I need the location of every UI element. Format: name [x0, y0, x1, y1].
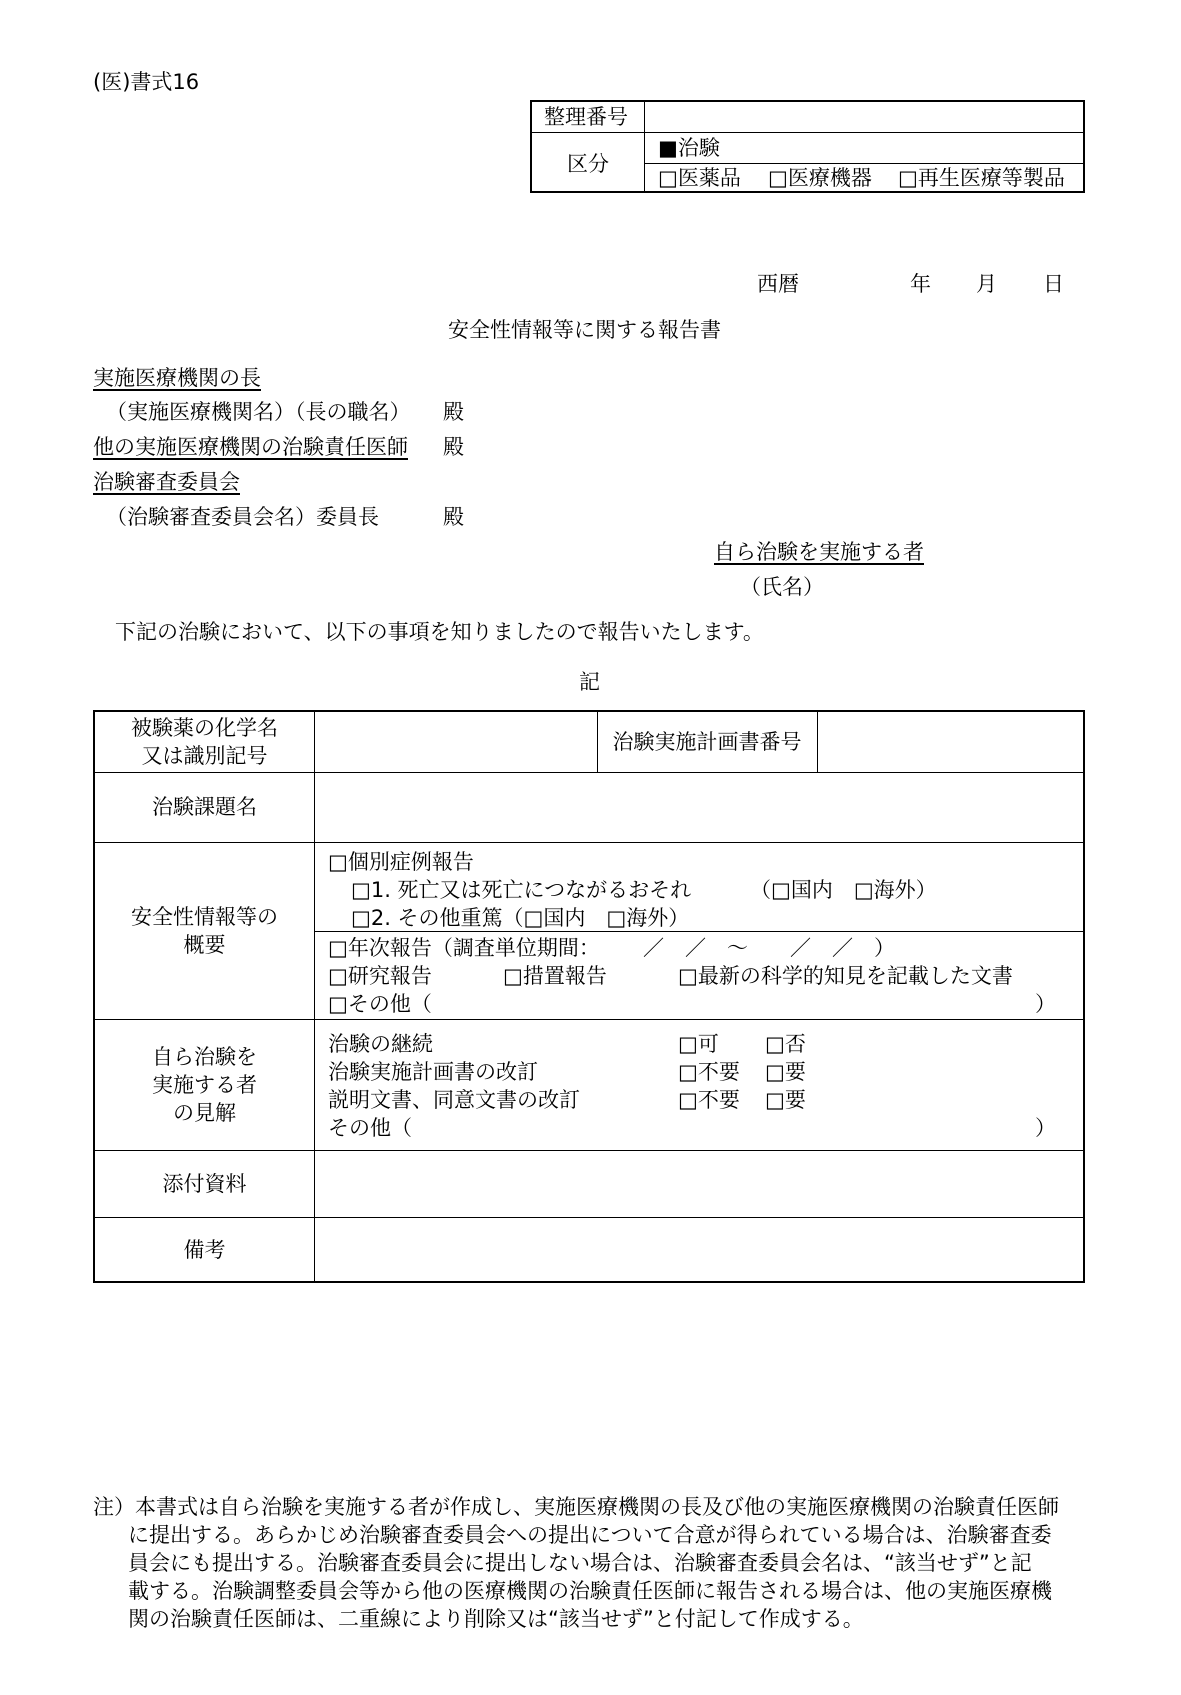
option-saisei[interactable]: □再生医療等製品	[898, 166, 1065, 190]
individual-case-report[interactable]: □個別症例報告	[328, 850, 474, 874]
note-line-3: 員会にも提出する。治験審査委員会に提出しない場合は、治験審査委員会名は、“該当せず”と記	[128, 1551, 1032, 1575]
consent-revision-unneeded[interactable]: □不要	[678, 1088, 740, 1112]
note-line-5: 関の治験責任医師は、二重線により削除又は“該当せず”と付記して作成する。	[128, 1607, 864, 1631]
consent-revision-label: 説明文書、同意文書の改訂	[328, 1088, 580, 1112]
page-title: 安全性情報等に関する報告書	[448, 318, 721, 342]
sender-name: （氏名）	[740, 575, 824, 599]
kubun-label: 区分	[567, 152, 609, 176]
opinion-other-label: その他（	[328, 1116, 412, 1140]
date-day: 日	[1043, 272, 1064, 296]
attachments-label: 添付資料	[162, 1172, 247, 1196]
note-line-4: 載する。治験調整委員会等から他の医療機関の治験責任医師に報告される場合は、他の実施医療機	[128, 1579, 1052, 1603]
addressee-suffix-3: 殿	[443, 505, 464, 529]
note-line-1: 注）本書式は自ら治験を実施する者が作成し、実施医療機関の長及び他の実施医療機関の治験責任医師	[93, 1495, 1059, 1519]
addressee-head: 実施医療機関の長	[93, 366, 261, 390]
report-table	[93, 710, 1085, 1283]
summary-other-close: ）	[1035, 992, 1056, 1016]
other-serious-option[interactable]: □2. その他重篤（□国内 □海外）	[351, 906, 690, 930]
addressee-suffix-1: 殿	[443, 400, 464, 424]
latest-knowledge-option[interactable]: □最新の科学的知見を記載した文書	[678, 964, 1013, 988]
date-month: 月	[976, 272, 997, 296]
plan-revision-needed[interactable]: □要	[765, 1060, 806, 1084]
annual-report-period: ／ ／ ～ ／ ／ ）	[643, 936, 895, 960]
continuation-label: 治験の継続	[328, 1032, 433, 1056]
death-risk-domestic-overseas[interactable]: （□国内 □海外）	[750, 878, 937, 902]
safety-summary-label: 安全性情報等の 概要	[131, 905, 278, 957]
intro-text: 下記の治験において、以下の事項を知りましたので報告いたします。	[115, 620, 764, 644]
annual-report-option[interactable]: □年次報告（調査単位期間：	[328, 936, 600, 960]
sponsor-opinion-label: 自ら治験を 実施する者 の見解	[152, 1045, 257, 1125]
remarks-label: 備考	[183, 1238, 226, 1262]
option-iryokiki[interactable]: □医療機器	[768, 166, 872, 190]
checked-option-chiken[interactable]: ■治験	[658, 136, 720, 160]
opinion-other-close: ）	[1035, 1116, 1056, 1140]
continuation-no[interactable]: □否	[765, 1032, 806, 1056]
plan-revision-unneeded[interactable]: □不要	[678, 1060, 740, 1084]
measure-report-option[interactable]: □措置報告	[503, 964, 607, 988]
plan-revision-label: 治験実施計画書の改訂	[328, 1060, 538, 1084]
note-line-2: に提出する。あらかじめ治験審査委員会への提出について合意が得られている場合は、治験審査委	[128, 1523, 1052, 1547]
addressee-suffix-2: 殿	[443, 435, 464, 459]
seiri-label: 整理番号	[544, 105, 628, 129]
addressee-institution: （実施医療機関名）（長の職名）	[106, 400, 411, 424]
ki-label: 記	[579, 670, 600, 694]
date-year: 年	[910, 272, 931, 296]
death-risk-option[interactable]: □1. 死亡又は死亡につながるおそれ	[351, 878, 692, 902]
date-era: 西暦	[757, 272, 799, 296]
drug-name-label: 被験薬の化学名 又は識別記号	[131, 716, 278, 768]
trial-title-label: 治験課題名	[152, 795, 257, 819]
plan-number-label: 治験実施計画書番号	[612, 730, 802, 754]
sender-role: 自ら治験を実施する者	[714, 540, 924, 564]
continuation-yes[interactable]: □可	[678, 1032, 719, 1056]
header-box	[530, 100, 1085, 193]
summary-other-option[interactable]: □その他（	[328, 992, 432, 1016]
form-number: (医)書式16	[93, 70, 200, 94]
addressee-irb-chair: （治験審査委員会名）委員長	[106, 505, 379, 529]
addressee-irb: 治験審査委員会	[93, 470, 240, 494]
research-report-option[interactable]: □研究報告	[328, 964, 432, 988]
consent-revision-needed[interactable]: □要	[765, 1088, 806, 1112]
addressee-investigator: 他の実施医療機関の治験責任医師	[93, 435, 408, 459]
option-iyakuhin[interactable]: □医薬品	[658, 166, 741, 190]
